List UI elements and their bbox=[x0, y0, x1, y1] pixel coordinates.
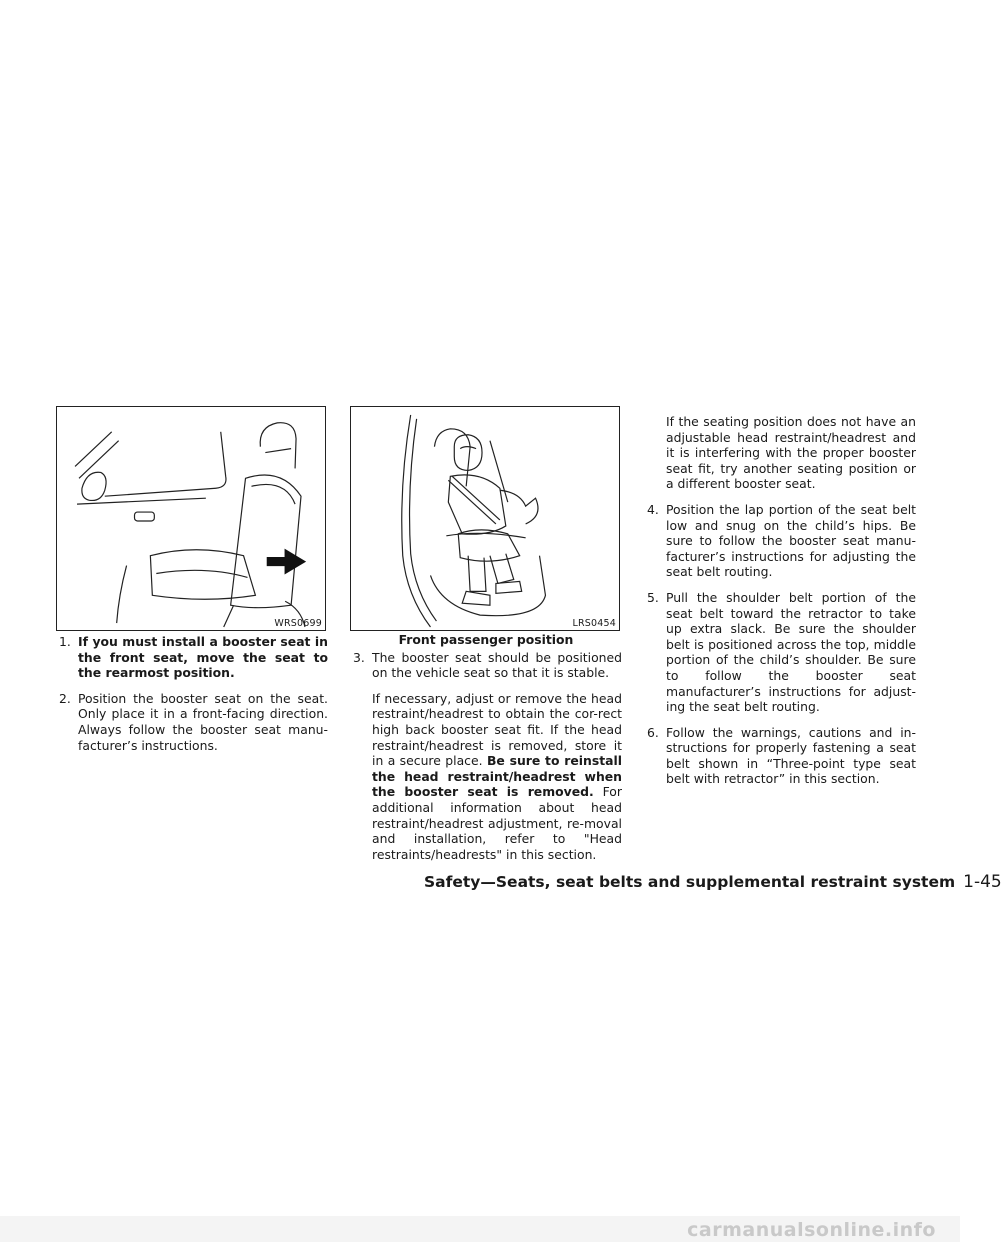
front-seat-booster-illustration bbox=[57, 407, 325, 630]
figure-code: WRS0699 bbox=[274, 618, 322, 629]
list-number: 6. bbox=[647, 724, 659, 740]
paragraph-text: For additional information about head restraint/headrest adjustment, re-moval and installation, refer to "Head restraints/headrests" in this section. bbox=[372, 784, 622, 862]
paragraph-text: If necessary, adjust or remove the head restraint/headrest to obtain the cor-rect high back booster seat fit. If the head restraint/headrest is removed, store it in a secure place. bbox=[372, 690, 622, 769]
list-number: 4. bbox=[647, 501, 659, 517]
list-item bbox=[350, 650, 622, 681]
item-text: If you must install a booster seat in the front seat, move the seat to the rearmost position. bbox=[78, 634, 328, 681]
list-item bbox=[644, 502, 916, 580]
page-number: 1-45 bbox=[963, 872, 1002, 892]
paragraph-bold-text: Be sure to reinstall the head restraint/headrest when the booster seat is removed. bbox=[372, 753, 622, 800]
watermark-bar bbox=[0, 1216, 960, 1242]
text-column-2 bbox=[350, 632, 622, 872]
text-column-1 bbox=[56, 634, 328, 763]
figure-front-seat bbox=[56, 406, 326, 631]
figure-caption: Front passenger position bbox=[398, 632, 574, 647]
item-text: Position the lap portion of the seat belt low and snug on the child’s hips. Be sure to follow the booster seat manu-facturer’s instructions for adjusting the seat belt routing. bbox=[666, 501, 916, 580]
list-item bbox=[56, 691, 328, 753]
paragraph: If the seating position does not have an adjustable head restraint/headrest and it is interfering with the proper booster seat fit, try another seating position or a different booster seat. bbox=[666, 414, 916, 492]
list-number: 2. bbox=[59, 690, 71, 706]
figure-booster-seat bbox=[350, 406, 620, 631]
figure-code: LRS0454 bbox=[572, 618, 616, 629]
text-column-3 bbox=[644, 414, 916, 797]
child-in-booster-seat-illustration bbox=[351, 407, 619, 630]
paragraph bbox=[350, 691, 622, 863]
list-number: 1. bbox=[59, 634, 71, 649]
item-text: Position the booster seat on the seat. Only place it in a front-facing direction. Always follow the booster seat manu-facturer’s instructions. bbox=[78, 690, 328, 753]
page-footer bbox=[424, 872, 1002, 892]
item-text: The booster seat should be positioned on the vehicle seat so that it is stable. bbox=[372, 649, 622, 681]
section-title: Safety—Seats, seat belts and supplemental restraint system bbox=[424, 873, 956, 891]
watermark-text: carmanualsonline.info bbox=[687, 1219, 936, 1241]
list-number: 3. bbox=[353, 649, 365, 665]
item-text: Follow the warnings, cautions and in-structions for properly fastening a seat belt shown in “Three-point type seat belt with retractor” in this section. bbox=[666, 724, 916, 787]
list-number: 5. bbox=[647, 589, 659, 605]
list-item bbox=[56, 634, 328, 681]
item-text: Pull the shoulder belt portion of the seat belt toward the retractor to take up extra slack. Be sure the shoulder belt is positioned across the top, middle portion of the child’s shoulder. Be sure to follow the booster seat manufacturer’s instructions for adjust-ing the seat belt routing. bbox=[666, 589, 916, 715]
list-item bbox=[644, 590, 916, 715]
list-item bbox=[644, 725, 916, 787]
